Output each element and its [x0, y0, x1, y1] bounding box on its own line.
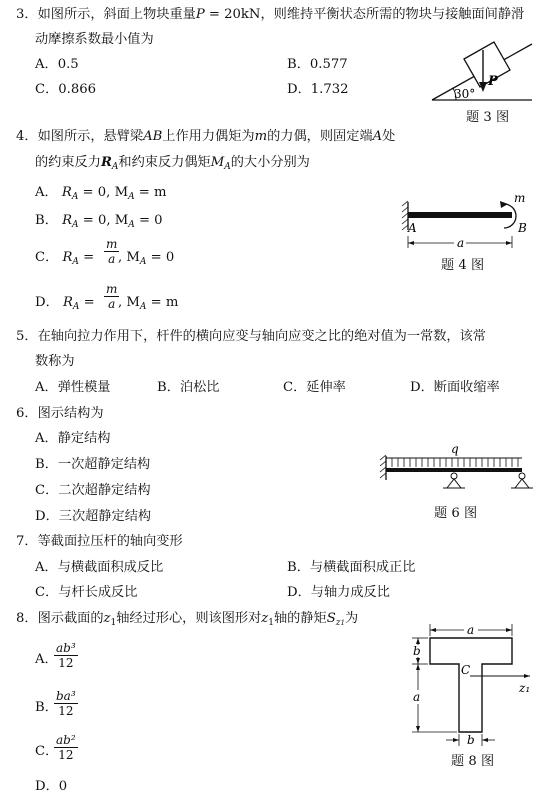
q6-fig-label-q: q — [451, 442, 459, 456]
q4-stem-line1: 4．如图所示，悬臂梁AB上作用力偶矩为m的力偶，则固定端A处 — [16, 129, 396, 144]
q8-fig-label-left-a: a — [413, 690, 421, 704]
q4-option-d-fraction: $\frac{m}{a}$ — [106, 282, 118, 311]
q8-t-section-figure — [406, 620, 536, 750]
q5-option-c: C．延伸率 — [283, 380, 346, 395]
q4-option-b: B． $R_A = 0$, $M_A = 0$ — [35, 213, 163, 230]
q3-stem-line1: 3．如图所示，斜面上物块重量P = 20kN，则维持平衡状态所需的物块与接触面间静滑 — [16, 7, 525, 22]
q6-figure-caption: 题 6 图 — [434, 506, 478, 521]
q5-stem-line1: 5．在轴向拉力作用下，杆件的横向应变与轴向应变之比的绝对值为一常数，该常 — [16, 329, 486, 344]
q4-option-c-label: C． $R_A$ = — [35, 250, 95, 267]
q7-option-a: A．与横截面积成反比 — [35, 560, 164, 575]
q6-option-b: B．一次超静定结构 — [35, 457, 151, 472]
q5-stem-line2: 数称为 — [35, 354, 75, 369]
q4-cantilever-figure — [400, 192, 536, 254]
q8-fig-label-left-b: b — [413, 644, 421, 658]
q3-option-a: A．0.5 — [35, 57, 79, 72]
q8-fig-label-centroid: C — [461, 663, 471, 677]
q8-option-c-fraction: $\frac{\text{ab²}}{12}$ — [56, 733, 76, 762]
q6-option-a: A．静定结构 — [35, 431, 111, 446]
q3-fig-label-p: P — [488, 74, 498, 89]
q3-option-d: D．1.732 — [287, 82, 349, 97]
q8-stem: 8．图示截面的$z_1$轴经过形心，则该图形对$z_1$轴的静矩$S_{z1}$为 — [16, 611, 359, 628]
q8-option-c-label: C． — [35, 744, 59, 759]
q8-fig-label-top-a: a — [467, 623, 475, 637]
q3-incline-figure — [428, 22, 536, 104]
q4-option-d-label: D． $R_A$ = — [35, 295, 95, 312]
q8-fig-label-axis: z₁ — [519, 681, 531, 695]
q4-figure-caption: 题 4 图 — [441, 258, 485, 273]
q8-option-d: D．0 — [35, 779, 68, 794]
q4-stem-line2: 的约束反力$R_A$和约束反力偶矩$M_A$的大小分别为 — [35, 155, 310, 172]
q8-option-b-fraction: $\frac{\text{ba³}}{12}$ — [56, 689, 76, 718]
q8-option-a-label: A． — [35, 652, 58, 667]
q5-option-d: D．断面收缩率 — [410, 380, 500, 395]
q7-stem: 7．等截面拉压杆的轴向变形 — [16, 534, 183, 549]
q4-option-d-rest: , $M_A = m$ — [118, 295, 179, 312]
q6-beam-figure — [378, 440, 536, 498]
q7-option-c: C．与杆长成反比 — [35, 585, 138, 600]
q8-figure-caption: 题 8 图 — [451, 754, 495, 769]
q7-option-b: B．与横截面积成正比 — [287, 560, 416, 575]
q8-option-b-label: B． — [35, 700, 58, 715]
q3-stem-line2: 动摩擦系数最小值为 — [35, 32, 154, 47]
q6-stem: 6．图示结构为 — [16, 406, 104, 421]
q6-option-d: D．三次超静定结构 — [35, 509, 152, 524]
q5-option-b: B．泊松比 — [157, 380, 220, 395]
q4-option-c-rest: , $M_A = 0$ — [118, 250, 175, 267]
q4-option-a: A． $R_A = 0$, $M_A = m$ — [35, 185, 167, 202]
q5-option-a: A．弹性模量 — [35, 380, 111, 395]
q4-fig-label-length: a — [457, 236, 465, 250]
q4-option-c-fraction: $\frac{m}{a}$ — [106, 237, 118, 266]
q4-fig-label-b-point: B — [518, 221, 527, 235]
q3-fig-angle: 30° — [454, 87, 476, 101]
q4-fig-label-a-point: A — [408, 221, 417, 235]
q3-option-b: B．0.577 — [287, 57, 348, 72]
q4-fig-label-m: m — [514, 191, 526, 205]
q7-option-d: D．与轴力成反比 — [287, 585, 390, 600]
q8-fig-label-bottom-b: b — [467, 733, 475, 747]
q3-figure-caption: 题 3 图 — [466, 110, 510, 125]
q3-option-c: C．0.866 — [35, 82, 97, 97]
q6-option-c: C．二次超静定结构 — [35, 483, 151, 498]
q8-option-a-fraction: $\frac{\text{ab³}}{12}$ — [56, 641, 76, 670]
